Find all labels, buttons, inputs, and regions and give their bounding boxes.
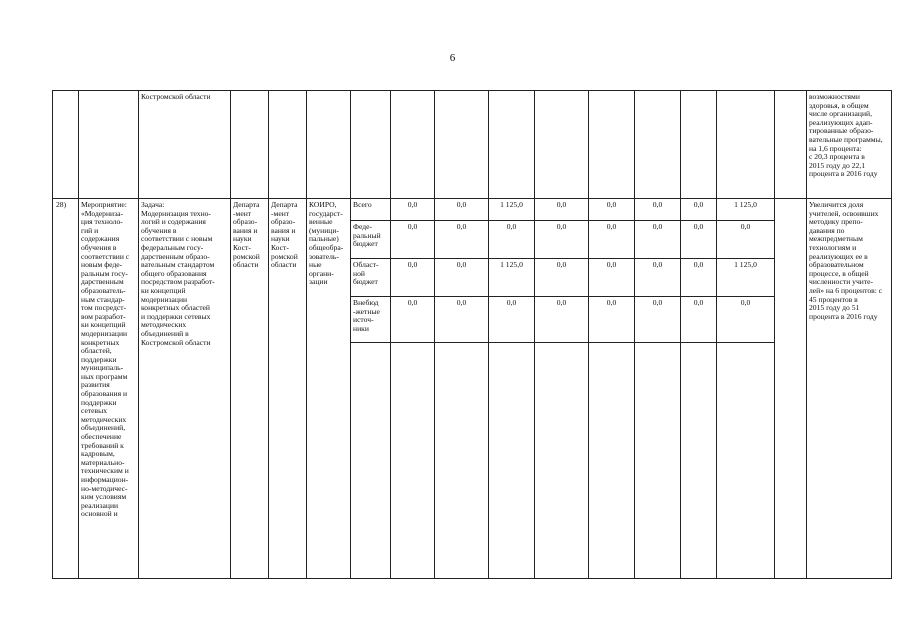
cell-year2 xyxy=(435,91,489,199)
row-28-total xyxy=(53,199,892,221)
value: 1 125,0 xyxy=(489,259,535,297)
value: 0,0 xyxy=(435,221,489,259)
value: 0,0 xyxy=(435,259,489,297)
value: 0,0 xyxy=(489,297,535,343)
cell-year4 xyxy=(535,91,589,199)
value: 0,0 xyxy=(535,221,589,259)
source-label: Феде- ральный бюджет xyxy=(351,221,391,259)
cell-result: возможностями здоровья, в общем числе организаций, реализующих адап- тированные образо- вательные программы, на 1,6 процента: с 20,3 процента в 2015 году до 22,1 процента в 2016 году xyxy=(807,91,892,199)
cell-extra xyxy=(775,259,807,297)
cell-number xyxy=(53,91,79,199)
program-table xyxy=(52,90,892,579)
value: 1 125,0 xyxy=(717,199,775,221)
value: 0,0 xyxy=(489,221,535,259)
source-label: Област- ной бюджет xyxy=(351,259,391,297)
cell-total xyxy=(717,343,775,579)
value: 0,0 xyxy=(681,221,717,259)
value: 1 125,0 xyxy=(717,259,775,297)
cell-year1 xyxy=(391,91,435,199)
value: 0,0 xyxy=(589,221,635,259)
value: 0,0 xyxy=(681,297,717,343)
cell-year1 xyxy=(391,343,435,579)
cell-dept1 xyxy=(231,91,269,199)
value: 0,0 xyxy=(635,199,681,221)
cell-extra xyxy=(775,297,807,343)
value: 0,0 xyxy=(589,259,635,297)
value: 0,0 xyxy=(635,259,681,297)
cell-event xyxy=(79,91,139,199)
value: 0,0 xyxy=(391,259,435,297)
cell-year6 xyxy=(635,343,681,579)
cell-year4 xyxy=(535,343,589,579)
cell-year7 xyxy=(681,91,717,199)
executor: КОИРО, государст- венные (муници- пальные) общеобра- зователь- ные органи- зации xyxy=(307,199,351,579)
value: 0,0 xyxy=(535,297,589,343)
cell-source xyxy=(351,343,391,579)
value: 0,0 xyxy=(535,199,589,221)
responsible-dept-1: Департа -мент образо- вания и науки Кост- ромской области xyxy=(231,199,269,579)
value: 0,0 xyxy=(635,221,681,259)
cell-dept2 xyxy=(269,91,307,199)
source-label: Всего xyxy=(351,199,391,221)
page-number: 6 xyxy=(449,52,456,64)
value: 0,0 xyxy=(589,297,635,343)
cell-task: Костромской области xyxy=(139,91,231,199)
cell-total xyxy=(717,91,775,199)
cell-extra xyxy=(775,221,807,259)
source-label: Внебюд -жетные источ- ники xyxy=(351,297,391,343)
cell-year5 xyxy=(589,343,635,579)
task-description: Задача: Модернизация техно- логий и содержания обучения в соответствии с новым федеральным госу- дарственным образо- вательным стандартом общего образования посредством разработ- ки концепций модернизации конкретных областей и поддержки сетевых методических объединений в Костромской области xyxy=(139,199,231,579)
row-number: 28) xyxy=(53,199,79,579)
value: 1 125,0 xyxy=(489,199,535,221)
responsible-dept-2: Департа -мент образо- вания и науки Кост- ромской области xyxy=(269,199,307,579)
cell-year5 xyxy=(589,91,635,199)
value: 0,0 xyxy=(435,297,489,343)
value: 0,0 xyxy=(391,221,435,259)
value: 0,0 xyxy=(535,259,589,297)
cell-extra xyxy=(775,91,807,199)
value: 0,0 xyxy=(717,297,775,343)
event-description: Мероприятие: «Модерниза- ция техноло- гий и содержания обучения в соответствии с новым феде- ральным госу- дарственным образователь- ным стандар- том посредст- вом разработ- ки концепций модернизации конкретных областей, поддержки муниципаль- ных программ развития образования и поддержки сетевых методических объединений, обеспечение требований к кадровым, материально- техническим и информацион- но-методичес- ким условиям реализации основной и xyxy=(79,199,139,579)
value: 0,0 xyxy=(681,259,717,297)
cell-year2 xyxy=(435,343,489,579)
cell-year3 xyxy=(489,91,535,199)
value: 0,0 xyxy=(681,199,717,221)
cell-year6 xyxy=(635,91,681,199)
value: 0,0 xyxy=(717,221,775,259)
value: 0,0 xyxy=(435,199,489,221)
cell-year7 xyxy=(681,343,717,579)
expected-result: Увеличится доля учителей, освоивших методику препо- давания по межпредметным технологиям и реализующих ее в образовательном процессе, в общей численности учите- лей» на 6 процентов: с 45 процентов в 2015 году до 51 процента в 2016 году xyxy=(807,199,892,579)
cell-extra xyxy=(775,199,807,221)
value: 0,0 xyxy=(589,199,635,221)
cell-executor xyxy=(307,91,351,199)
continuation-row xyxy=(53,91,892,199)
cell-year3 xyxy=(489,343,535,579)
value: 0,0 xyxy=(391,199,435,221)
cell-source xyxy=(351,91,391,199)
cell-extra xyxy=(775,343,807,579)
value: 0,0 xyxy=(635,297,681,343)
value: 0,0 xyxy=(391,297,435,343)
